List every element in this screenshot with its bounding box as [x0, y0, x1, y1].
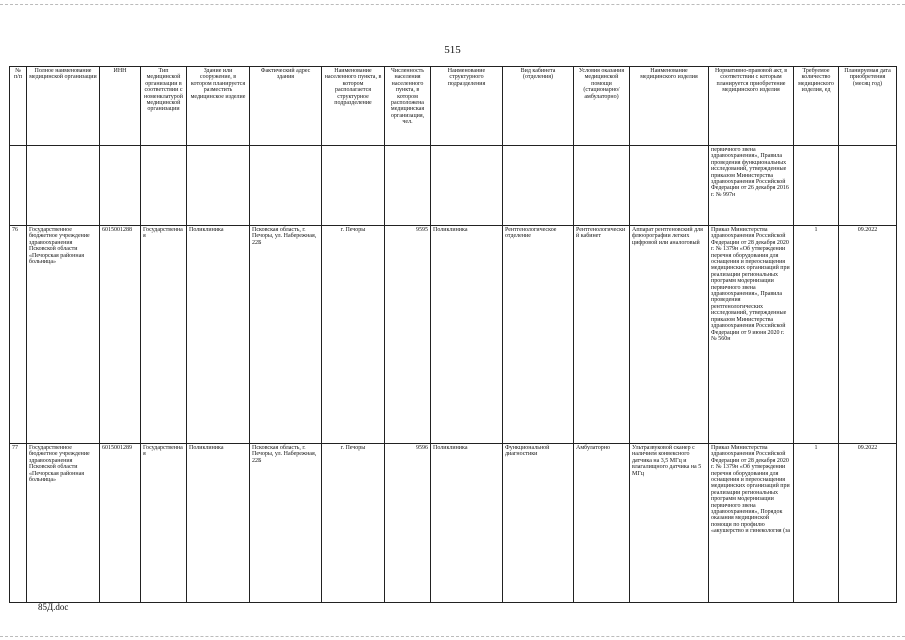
header-qty: Требуемое количество медицинского изделия, ед: [794, 67, 839, 146]
cell-num: 76: [10, 226, 27, 444]
cell-device: Ультразвуковой сканер с наличием конвексного датчика на 3,5 МГц и влагалищного датчика на 5 МГц: [630, 444, 709, 603]
cell-population: 9596: [385, 444, 431, 603]
header-settlement: Наименование населенного пункта, в котором располагается структурное подразделение: [322, 67, 385, 146]
header-inn: ИНН: [100, 67, 141, 146]
cell-unit: Поликлиника: [431, 226, 503, 444]
scan-edge-bottom: [0, 636, 905, 637]
cell-unit: Поликлиника: [431, 444, 503, 603]
cell-org: Государственное бюджетное учреждение здравоохранения Псковской области «Печорская районная больница»: [27, 226, 100, 444]
cell-inn: 6015001289: [100, 444, 141, 603]
cell-date: 09.2022: [839, 444, 897, 603]
cell-legal-act: Приказ Министерства здравоохранения Российской Федерации от 28 декабря 2020 г. № 1379н «Об утверждении перечня оборудования для оснащения и переоснащения медицинских организаций при реализации региональных программ модернизации первичного звена здравоохранения», Порядок оказания медицинской помощи по профилю «акушерство и гинекология (за: [709, 444, 794, 603]
cell-conditions: Рентгенологический кабинет: [574, 226, 630, 444]
header-num: № п/п: [10, 67, 27, 146]
cell-num: 77: [10, 444, 27, 603]
cell-conditions: Амбулаторно: [574, 444, 630, 603]
cell-settlement: г. Печоры: [322, 226, 385, 444]
equipment-table: [9, 66, 897, 603]
header-conditions: Условия оказания медицинской помощи (стационарно/ амбулаторно): [574, 67, 630, 146]
cell-qty: 1: [794, 226, 839, 444]
header-legal-act: Нормативно-правовой акт, в соответствии с которым планируется приобретение медицинского изделия: [709, 67, 794, 146]
cell-org: Государственное бюджетное учреждение здравоохранения Псковской области «Печорская районная больница»: [27, 444, 100, 603]
header-unit: Наименование структурного подразделения: [431, 67, 503, 146]
header-cabinet: Вид кабинета (отделения): [503, 67, 574, 146]
cell-population: 9595: [385, 226, 431, 444]
scan-edge-top: [0, 4, 905, 5]
cell-settlement: г. Печоры: [322, 444, 385, 603]
cell-qty: 1: [794, 444, 839, 603]
header-building: Здание или сооружение, в котором планируется разместить медицинское изделие: [187, 67, 250, 146]
header-type: Тип медицинской организации в соответствии с номенклатурой медицинской организации: [141, 67, 187, 146]
cell-legal-act: Приказ Министерства здравоохранения Российской Федерации от 28 декабря 2020 г. № 1379н «Об утверждении перечня оборудования для оснащения и переоснащения медицинских организаций при реализации региональных программ модернизации первичного звена здравоохранения», Правила проведения рентгенологических исследований, утвержденные приказом Министерства здравоохранения Российской Федерации от 9 июня 2020 г. № 560н: [709, 226, 794, 444]
cell-inn: 6015001288: [100, 226, 141, 444]
cell-type: Государственная: [141, 226, 187, 444]
cell-date: 09.2022: [839, 226, 897, 444]
cell-cabinet: Рентгенологическое отделение: [503, 226, 574, 444]
header-device: Наименование медицинского изделия: [630, 67, 709, 146]
cell-device: Аппарат рентгеновский для флюорографии легких цифровой или аналоговый: [630, 226, 709, 444]
footer-filename: 85Д.doc: [38, 602, 69, 612]
cell-building: Поликлиника: [187, 444, 250, 603]
header-date: Планируемая дата приобретения (месяц год): [839, 67, 897, 146]
header-address: Фактический адрес здания: [250, 67, 322, 146]
page-number: 515: [444, 44, 461, 56]
header-row: [10, 67, 897, 146]
table-row: [10, 444, 897, 603]
header-org: Полное наименование медицинской организации: [27, 67, 100, 146]
cell-address: Псковская область, г. Печоры, ул. Набережная, 22Б: [250, 444, 322, 603]
header-population: Численность населения населенного пункта, в котором расположена медицинская организация, чел.: [385, 67, 431, 146]
table-row: [10, 226, 897, 444]
cell-legal-act: первичного звена здравоохранения», Правила проведения функциональных исследований, утвержденные приказом Министерства здравоохранения Российской Федерации от 26 декабря 2016 г. № 997н: [709, 146, 794, 226]
cell-building: Поликлиника: [187, 226, 250, 444]
cell-cabinet: Функциональной диагностики: [503, 444, 574, 603]
cell-address: Псковская область, г. Печоры, ул. Набережная, 22Б: [250, 226, 322, 444]
table-row-continuation: [10, 146, 897, 226]
cell-type: Государственная: [141, 444, 187, 603]
